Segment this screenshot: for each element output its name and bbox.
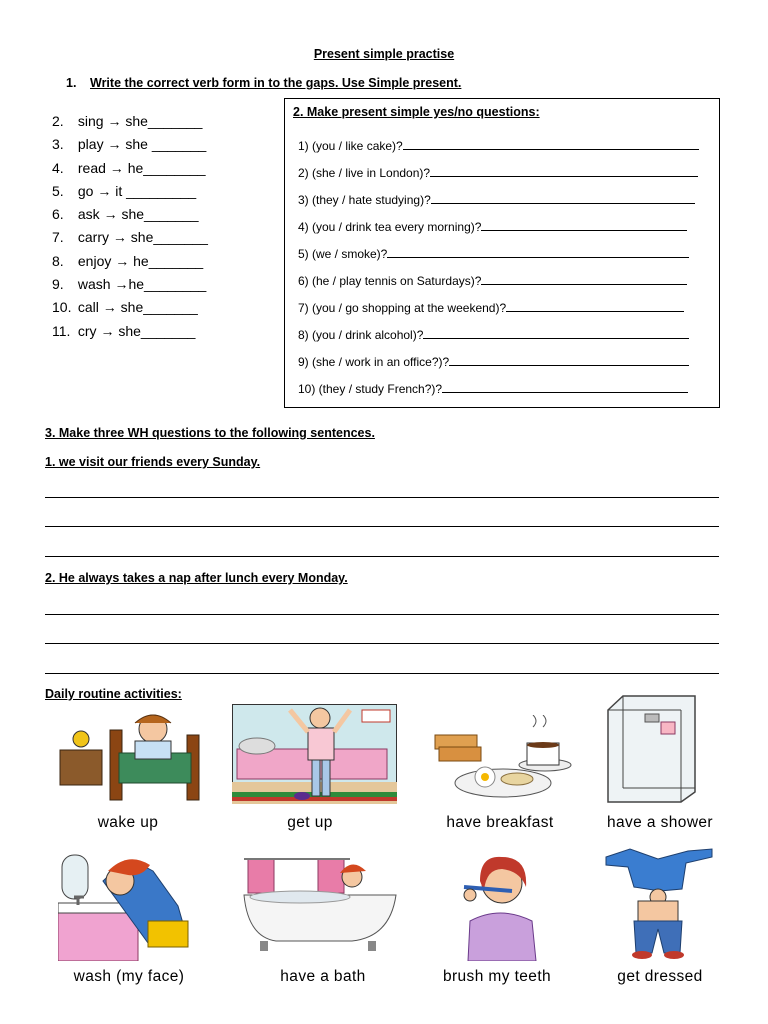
question-item: 10) (they / study French?)? — [298, 380, 699, 407]
answer-line — [45, 556, 719, 557]
answer-line — [45, 497, 719, 498]
answer-line — [45, 673, 719, 674]
wake-up-illustration — [55, 705, 205, 805]
caption-brush-teeth: brush my teeth — [442, 968, 552, 985]
get-dressed-illustration — [600, 845, 715, 960]
answer-line — [45, 643, 719, 644]
answer-line — [45, 614, 719, 615]
list-item: 5. go → it _________ — [52, 182, 197, 199]
wash-face-illustration — [58, 851, 198, 961]
worksheet-title: Present simple practise — [313, 47, 455, 61]
question-item: 2) (she / live in London)? — [298, 164, 699, 191]
list-item: 11. cry → she_______ — [52, 322, 196, 339]
have-a-bath-illustration — [240, 851, 400, 956]
question-item: 4) (you / drink tea every morning)? — [298, 218, 699, 245]
question-item: 3) (they / hate studying)? — [298, 191, 699, 218]
section1-instruction — [66, 76, 461, 90]
caption-wake-up: wake up — [97, 814, 159, 831]
caption-have-breakfast: have breakfast — [446, 814, 554, 831]
question-item: 1) (you / like cake)? — [298, 137, 699, 164]
wh-sentence-1: 1. we visit our friends every Sunday. — [45, 455, 261, 469]
list-item: 10. call → she_______ — [52, 299, 198, 316]
list-item: 4. read → he________ — [52, 159, 206, 176]
list-item: 2. sing → she_______ — [52, 113, 203, 129]
wh-sentence-2: 2. He always takes a nap after lunch every Monday. — [45, 571, 348, 585]
have-breakfast-illustration — [425, 715, 575, 805]
section3-title: 3. Make three WH questions to the following sentences. — [45, 426, 375, 440]
daily-routine-title: Daily routine activities: — [45, 687, 182, 701]
question-item: 7) (you / go shopping at the weekend)? — [298, 299, 699, 326]
yes-no-question-list — [298, 137, 699, 407]
brush-teeth-illustration — [450, 851, 550, 961]
question-item: 6) (he / play tennis on Saturdays)? — [298, 272, 699, 299]
section1-number: 1. — [66, 76, 77, 90]
caption-wash-face: wash (my face) — [73, 968, 185, 985]
list-item: 9. wash →he________ — [52, 276, 207, 293]
caption-get-dressed: get dressed — [617, 968, 703, 985]
answer-line — [45, 526, 719, 527]
list-item: 7. carry → she_______ — [52, 229, 208, 246]
get-up-illustration — [232, 704, 397, 804]
question-item: 5) (we / smoke)? — [298, 245, 699, 272]
question-item: 8) (you / drink alcohol)? — [298, 326, 699, 353]
verb-form-list — [52, 110, 208, 343]
section2-title: 2. Make present simple yes/no questions: — [293, 105, 540, 119]
caption-have-a-bath: have a bath — [280, 968, 366, 985]
section1-instruction-text: Write the correct verb form in to the gaps. Use Simple present. — [90, 76, 462, 90]
question-item: 9) (she / work in an office?)? — [298, 353, 699, 380]
list-item: 8. enjoy → he_______ — [52, 252, 204, 269]
caption-have-a-shower: have a shower — [606, 814, 713, 831]
list-item: 6. ask → she_______ — [52, 206, 199, 223]
have-a-shower-illustration — [603, 692, 698, 804]
list-item: 3. play → she _______ — [52, 136, 207, 153]
caption-get-up: get up — [287, 814, 333, 831]
